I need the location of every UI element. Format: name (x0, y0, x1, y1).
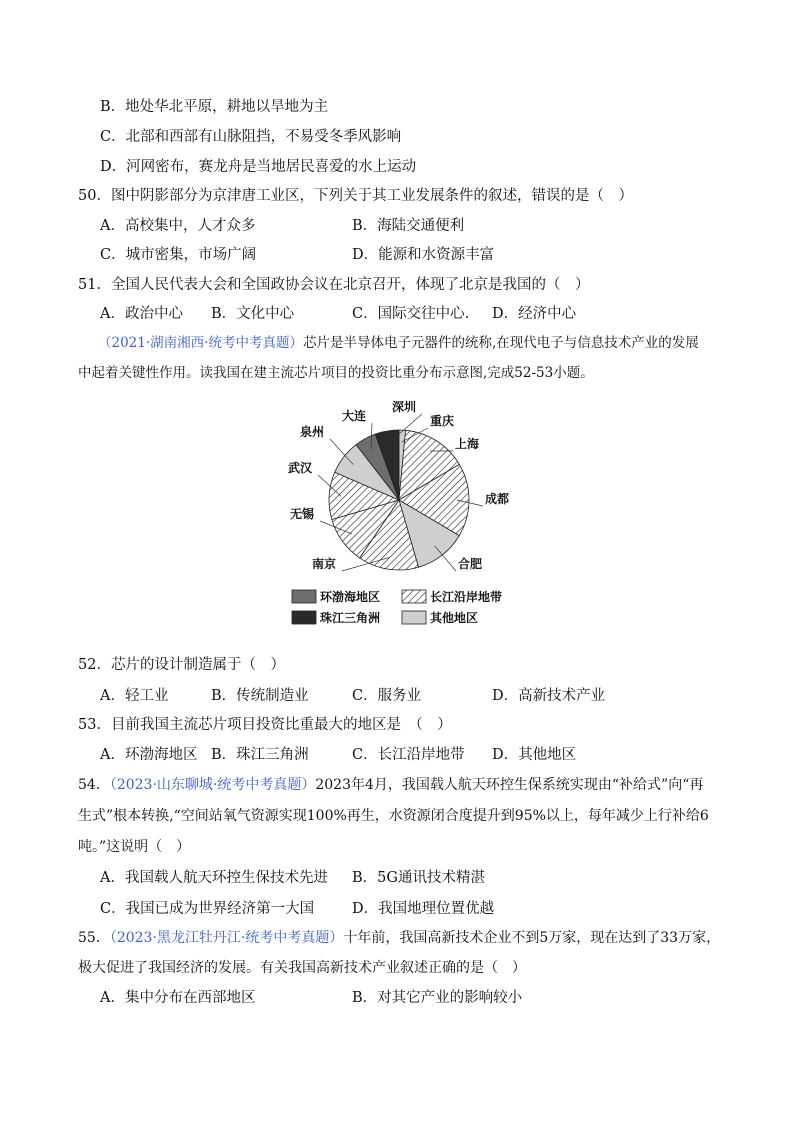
q54-option-b: B．5G通讯技术精湛 (352, 870, 485, 886)
q52-option-a: A．轻工业 (100, 688, 169, 704)
legend-swatch-3 (292, 611, 316, 624)
q53-option-c: C．长江沿岸地带 (352, 747, 465, 763)
pie-label-5: 南京 (312, 557, 337, 571)
legend-swatch-2 (402, 590, 426, 603)
pie-label-9: 大连 (342, 409, 367, 423)
pie-label-10: 深圳 (392, 400, 417, 414)
passage-source: （2021·湖南湘西·统考中考真题） (98, 335, 303, 351)
q54-line-1 (78, 775, 703, 795)
legend-label-4: 其他地区 (430, 611, 479, 625)
q52-option-c: C．服务业 (352, 688, 422, 704)
q55-text-1: 十年前，我国高新技术企业不到5万家，现在达到了33万家， (343, 930, 721, 946)
q54-line-2: 生式”根本转换,“空间站氧气资源实现100%再生，水资源闭合度提升到95%以上，每年减少上行补给6 (78, 808, 709, 824)
legend-label-1: 环渤海地区 (320, 590, 381, 604)
pie-label-7: 武汉 (288, 461, 313, 475)
q50-option-b: B．海陆交通便利 (352, 218, 465, 234)
pie-label-1: 重庆 (430, 414, 455, 428)
q55-line-1 (78, 928, 720, 948)
q55-number: 55． (78, 930, 110, 946)
q51-option-d: D．经济中心 (492, 306, 577, 322)
pie-chart (280, 398, 520, 633)
q50-stem: 50．图中阴影部分为京津唐工业区，下列关于其工业发展条件的叙述，错误的是（ ） (78, 188, 633, 204)
q54-option-d: D．我国地理位置优越 (352, 901, 495, 917)
q50-option-d: D．能源和水资源丰富 (352, 247, 495, 263)
q52-option-b: B．传统制造业 (211, 688, 309, 704)
legend-swatch-4 (402, 611, 426, 624)
q54-line-3: 吨。”这说明（ ） (78, 839, 191, 855)
pie-label-2: 上海 (455, 437, 480, 451)
pie-label-4: 合肥 (458, 557, 483, 571)
q50-option-c: C．城市密集，市场广阔 (100, 247, 257, 263)
q51-option-b: B．文化中心 (211, 306, 295, 322)
q54-option-c: C．我国已成为世界经济第一大国 (100, 901, 315, 917)
q52-stem: 52．芯片的设计制造属于（ ） (78, 657, 285, 673)
legend-label-3: 珠江三角洲 (320, 611, 381, 625)
pie-label-3: 成都 (485, 492, 510, 506)
q54-option-a: A．我国载人航天环控生保技术先进 (100, 870, 328, 886)
q53-option-a: A．环渤海地区 (100, 747, 198, 763)
pie-label-8: 泉州 (300, 425, 325, 439)
q54-number: 54． (78, 777, 110, 793)
legend-label-2: 长江沿岸地带 (430, 590, 503, 604)
q54-text-1: 2023年4月，我国载人航天环控生保系统实现由“补给式”向“再 (315, 777, 704, 793)
q51-option-c: C．国际交往中心. (352, 306, 470, 322)
q55-option-b: B．对其它产业的影响较小 (352, 990, 523, 1006)
q53-option-d: D．其他地区 (492, 747, 577, 763)
q54-source: （2023·山东聊城·统考中考真题） (109, 777, 316, 793)
q51-stem: 51．全国人民代表大会和全国政协会议在北京召开，体现了北京是我国的（ ） (78, 277, 590, 293)
passage-line-1 (98, 333, 699, 353)
q51-option-a: A．政治中心 (100, 306, 183, 322)
passage-line-2: 中起着关键性作用。读我国在建主流芯片项目的投资比重分布示意图,完成52-53小题。 (78, 365, 594, 381)
q49-option-b: B．地处华北平原，耕地以旱地为主 (100, 99, 329, 115)
q49-option-d: D．河网密布，赛龙舟是当地居民喜爱的水上运动 (100, 159, 417, 175)
pie-label-6: 无锡 (290, 507, 315, 521)
legend-swatch-1 (292, 590, 316, 603)
q52-option-d: D．高新技术产业 (492, 688, 606, 704)
q50-option-a: A．高校集中，人才众多 (100, 218, 256, 234)
q53-option-b: B．珠江三角洲 (211, 747, 309, 763)
q55-option-a: A．集中分布在西部地区 (100, 990, 256, 1006)
q55-source: （2023·黑龙江牡丹江·统考中考真题） (109, 930, 344, 946)
passage-text-1: 芯片是半导体电子元器件的统称,在现代电子与信息技术产业的发展 (302, 335, 699, 351)
q53-stem: 53．目前我国主流芯片项目投资比重最大的地区是 （ ） (78, 717, 452, 733)
q55-line-2: 极大促进了我国经济的发展。有关我国高新技术产业叙述正确的是（ ） (78, 960, 526, 976)
q49-option-c: C．北部和西部有山脉阻挡，不易受冬季风影响 (100, 129, 402, 145)
